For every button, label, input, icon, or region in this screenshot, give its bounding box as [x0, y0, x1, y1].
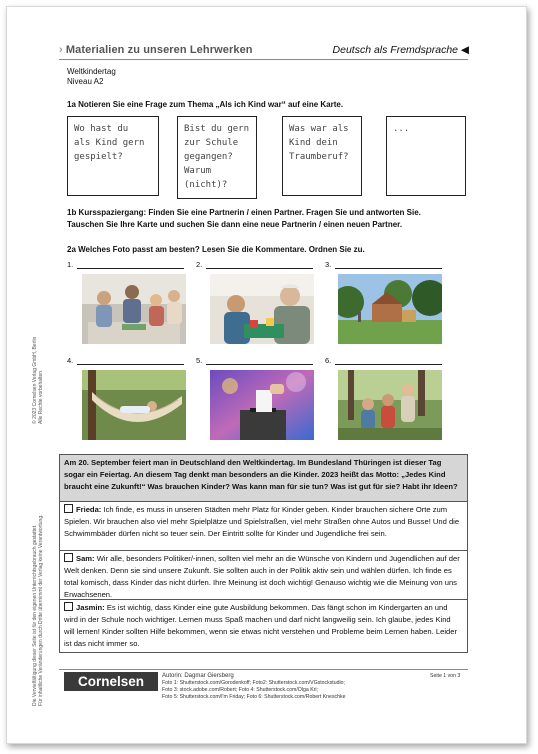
photo-number-6: 6. [325, 356, 332, 365]
answer-blank-5[interactable] [206, 364, 313, 365]
page-number: Seite 1 von 3 [430, 673, 461, 679]
comment-checkbox-sam[interactable] [64, 553, 73, 562]
comment-text-sam: Wir alle, besonders Politiker/-innen, sollten viel mehr an die Wünsche von Kindern und Jugendlichen auf der Welt denken. Denn sie sind unsere Zukunft. Sie sollten auch in der Politik aktiv sein und wählen dürfen. Ich finde es total komisch, dass Kinder das nicht dürfen. Ihre Meinung ist doch wichtig! Genauso wichtig wie die Meinung von uns Erwachsenen. [64, 554, 460, 599]
copyright-note: © 2023 Cornelsen Verlag GmbH, Berlin Alle Rechte vorbehalten. [32, 336, 44, 424]
level-label: Niveau A2 [67, 77, 104, 86]
header-divider [59, 59, 468, 60]
photo-number-2: 2. [196, 260, 203, 269]
answer-blank-6[interactable] [335, 364, 442, 365]
answer-blank-1[interactable] [77, 268, 184, 269]
comment-checkbox-frieda[interactable] [64, 504, 73, 513]
comment-author-jasmin: Jasmin: [76, 603, 105, 612]
photo-number-4: 4. [67, 356, 74, 365]
footer-divider [59, 669, 468, 670]
comment-frieda [59, 502, 468, 551]
children-in-forest-photo [338, 370, 442, 440]
photo-number-5: 5. [196, 356, 203, 365]
children-at-table-photo [82, 274, 186, 344]
task-1a-instruction: 1a Notieren Sie eine Frage zum Thema „Als ich Kind war“ auf eine Karte. [67, 100, 344, 109]
question-card-2: Bist du gern zur Schule gegangen? Warum (nicht)? [177, 116, 257, 199]
task-1b-instruction: 1b Kursspaziergang: Finden Sie eine Partnerin / einen Partner. Fragen Sie und antworten Sie. Tauschen Sie Ihre Karte und suchen Sie dann eine neue Partnerin / einen neuen Partner. [67, 208, 421, 229]
question-card-3: Was war als Kind dein Traumberuf? [282, 116, 362, 196]
comment-text-frieda: Ich finde, es muss in unseren Städten mehr Platz für Kinder geben. Kinder brauchen sichere Orte zum Spielen. Wir brauchen also viel mehr Spielplätze und Spielstraßen, viel mehr Straßen ohne Autos und Busse! Und die Schwimmbäder dürfen nicht so teuer sein. Der Eintritt sollte für Kinder und Jugendliche frei sein. [64, 505, 460, 538]
comment-text-jasmin: Es ist wichtig, dass Kinder eine gute Ausbildung bekommen. Das fängt schon im Kindergarten an und wird in der Schule noch wichtiger. Lernen muss Spaß machen und darf nicht langweilig sein. Ich glaube, jedes Kind will lernen! Kinder sollten Hilfe bekommen, wenn sie etwas nicht verstehen und Probleme beim Lernen haben. Leider ist das nicht immer so. [64, 603, 457, 648]
answer-blank-2[interactable] [206, 268, 313, 269]
usage-note: Die Vervielfältigung dieser Seite ist für den eigenen Unterrichtsgebrauch gestattet. Für inhaltliche Veränderungen durch Dritte übernimmt der Verlag keine Verantwortung. [32, 514, 44, 706]
photo-number-3: 3. [325, 260, 332, 269]
task-2a-instruction: 2a Welches Foto passt am besten? Lesen Sie die Kommentare. Ordnen Sie zu. [67, 245, 365, 254]
header-left-title: › Materialien zu unseren Lehrwerken [59, 44, 253, 56]
comment-sam [59, 551, 468, 600]
question-card-4: ... [386, 116, 466, 196]
header-right-title: Deutsch als Fremdsprache ◀ [332, 44, 469, 56]
photo-credits: Autorin: Dagmar Giersberg Foto 1: Shutterstock.com/Gorodenkoff; Foto2: Shutterstock.com/VGstockstudio; Foto 3: stock.adobe.com/Robert; Foto 4: Shutterstock.com/Olga Kri; Foto 5: Shutterstock.com/I'm Friday; Foto 6: Shutterstock.com/Robert Kneschke [162, 673, 346, 700]
comment-checkbox-jasmin[interactable] [64, 602, 73, 611]
cornelsen-logo: Cornelsen [64, 672, 158, 691]
comment-author-frieda: Frieda: [76, 505, 102, 514]
answer-blank-4[interactable] [77, 364, 184, 365]
grandfather-and-child-playing-photo [210, 274, 314, 344]
topic-label: Weltkindertag [67, 67, 116, 76]
playground-photo [338, 274, 442, 344]
answer-blank-3[interactable] [335, 268, 442, 269]
comment-author-sam: Sam: [76, 554, 95, 563]
photo-number-1: 1. [67, 260, 74, 269]
ballot-box-voting-photo [210, 370, 314, 440]
child-in-hammock-photo [82, 370, 186, 440]
intro-text-box: Am 20. September feiert man in Deutschland den Weltkindertag. Im Bundesland Thüringen ist dieser Tag sogar ein Feiertag. An diesem Tag denkt man besonders an die Kinder. 2023 heißt das Motto: „Jedes Kind braucht eine Zukunft!“ Was brauchen Kinder? Was kann man für sie tun? Was ist gut für sie? Habt ihr Ideen? [59, 454, 468, 502]
comment-jasmin [59, 600, 468, 653]
question-card-1: Wo hast du als Kind gern gespielt? [67, 116, 159, 196]
